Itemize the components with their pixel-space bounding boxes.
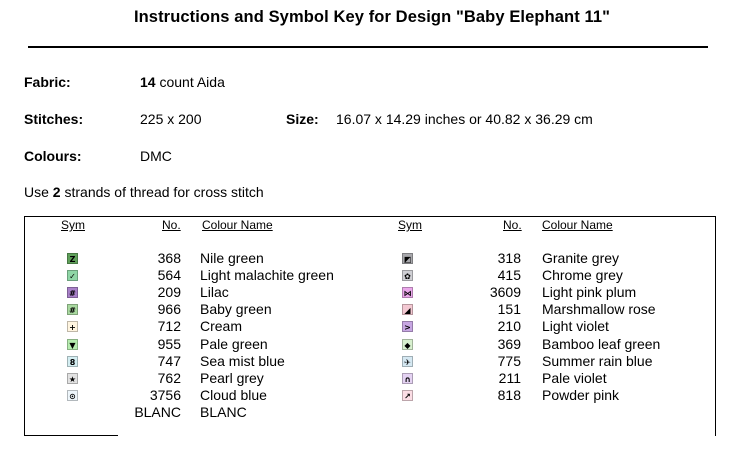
symbol-swatch-icon: # xyxy=(67,304,78,315)
colour-number: 151 xyxy=(497,301,521,318)
symbol-swatch-icon: ◩ xyxy=(403,255,412,264)
colour-number: 3756 xyxy=(149,386,181,403)
symbol-swatch-icon: > xyxy=(402,321,413,332)
right-sym-header: Sym xyxy=(398,218,422,232)
colour-name: Baby green xyxy=(200,301,272,318)
symbol-swatch-icon: ✓ xyxy=(67,270,78,281)
left-sym-header: Sym xyxy=(61,218,85,232)
symbol-swatch-icon: ✿ xyxy=(402,270,413,281)
symbol-swatch-icon: ↗ xyxy=(402,390,413,401)
colour-name: Sea mist blue xyxy=(200,352,285,369)
size-value: 16.07 x 14.29 inches or 40.82 x 36.29 cm xyxy=(336,111,593,127)
strands-count: 2 xyxy=(52,184,61,200)
symbol-swatch-icon: 8 xyxy=(67,356,78,367)
symbol-swatch-icon: ✈ xyxy=(402,356,413,367)
colour-number: 762 xyxy=(157,369,181,386)
right-name-header: Colour Name xyxy=(542,218,613,232)
right-no-header: No. xyxy=(503,218,522,232)
title-underline xyxy=(28,46,708,48)
colour-number: 209 xyxy=(157,284,181,301)
symbol-swatch-icon: ∩ xyxy=(402,373,413,384)
colour-name: Pearl grey xyxy=(200,369,264,386)
colour-number: 3609 xyxy=(489,284,521,301)
stitches-value: 225 x 200 xyxy=(140,111,202,127)
colour-number: 775 xyxy=(497,352,521,369)
colour-number: 415 xyxy=(497,267,521,284)
colour-name: Cream xyxy=(200,318,243,335)
symbol-swatch-icon: + xyxy=(67,321,78,332)
colour-name: Cloud blue xyxy=(200,386,267,403)
fabric-count: 14 xyxy=(140,74,156,90)
colour-name: Nile green xyxy=(200,250,264,266)
symbol-swatch-icon: Z xyxy=(67,253,78,264)
colour-number: 210 xyxy=(497,318,521,335)
stitches-label: Stitches: xyxy=(24,111,84,127)
symbol-swatch-icon: # xyxy=(67,287,78,298)
colour-name: Marshmallow rose xyxy=(542,301,656,318)
table-bottom-rule xyxy=(24,435,118,436)
colours-value: DMC xyxy=(140,148,172,164)
strands-post: strands of thread for cross stitch xyxy=(60,184,264,200)
page-title: Instructions and Symbol Key for Design "Baby Elephant 11" xyxy=(133,8,611,26)
symbol-swatch-icon: ▼ xyxy=(67,339,78,350)
left-name-header: Colour Name xyxy=(202,218,273,232)
colour-number: 211 xyxy=(498,369,521,386)
fabric-label: Fabric: xyxy=(24,74,71,90)
colour-number: 818 xyxy=(497,386,521,403)
colour-name: Summer rain blue xyxy=(542,352,653,369)
colour-name: BLANC xyxy=(200,403,247,420)
strands-pre: Use xyxy=(24,184,53,200)
symbol-swatch-icon: ⋈ xyxy=(403,289,412,299)
colour-number: 368 xyxy=(157,250,181,266)
colour-name: Pale green xyxy=(200,335,268,352)
fabric-value xyxy=(140,74,225,90)
colour-name: Light violet xyxy=(542,318,609,335)
colour-number: 966 xyxy=(157,301,181,318)
colour-number: 318 xyxy=(497,250,521,266)
colour-number: 369 xyxy=(497,335,521,352)
size-label: Size: xyxy=(286,111,319,127)
colour-name: Powder pink xyxy=(542,386,620,403)
fabric-type: count Aida xyxy=(155,74,225,90)
left-no-header: No. xyxy=(162,218,181,232)
strands-instruction xyxy=(24,184,264,200)
colour-name: Pale violet xyxy=(542,369,607,386)
symbol-swatch-icon: ◢ xyxy=(402,304,413,315)
colour-number: 712 xyxy=(157,318,181,335)
colour-name: Lilac xyxy=(200,284,229,301)
colour-number: BLANC xyxy=(134,403,181,420)
colour-name: Bamboo leaf green xyxy=(542,335,661,352)
colour-number: 747 xyxy=(157,352,181,369)
symbol-swatch-icon: ★ xyxy=(68,374,77,384)
colour-name: Light pink plum xyxy=(542,284,637,301)
symbol-swatch-icon: ⊙ xyxy=(67,390,78,401)
colour-name: Light malachite green xyxy=(200,267,334,284)
symbol-swatch-icon: ◆ xyxy=(402,339,413,350)
colour-number: 564 xyxy=(157,267,181,284)
colours-label: Colours: xyxy=(24,148,82,164)
colour-number: 955 xyxy=(157,335,181,352)
colour-name: Chrome grey xyxy=(542,267,623,284)
colour-name: Granite grey xyxy=(542,250,620,266)
